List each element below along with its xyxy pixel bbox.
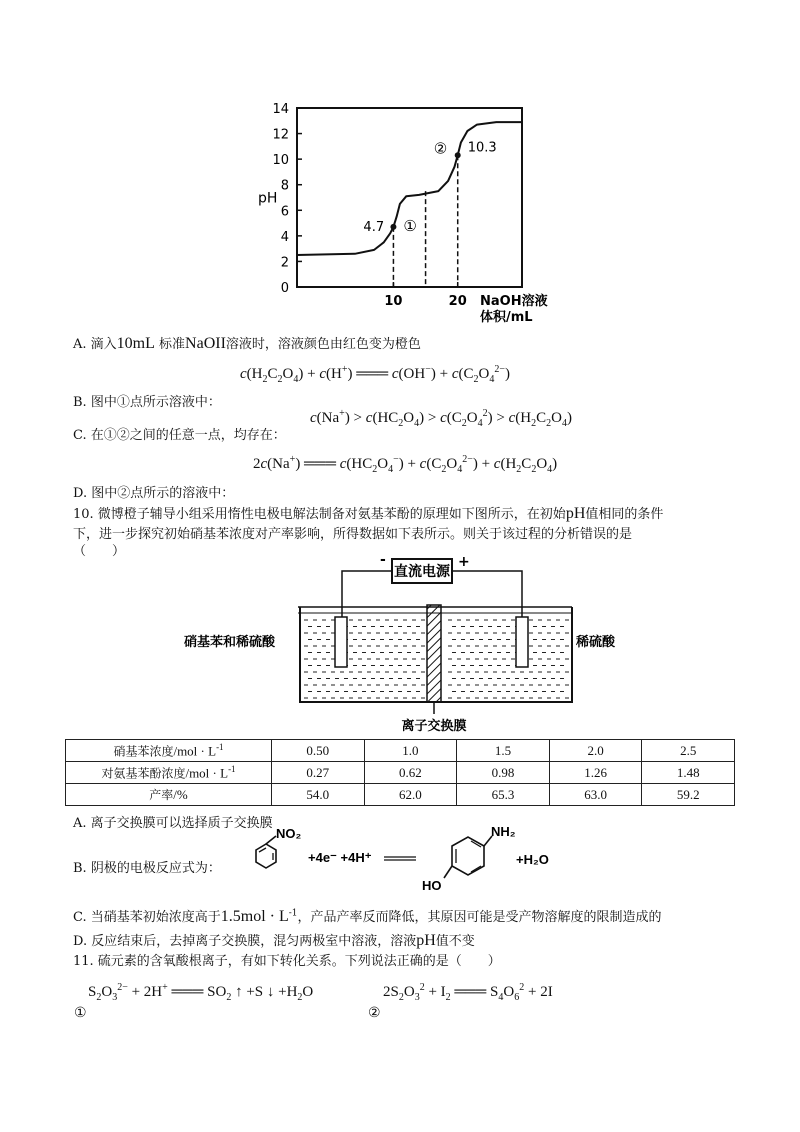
y-tick-label: 6 bbox=[280, 204, 289, 220]
table-cell: 0.27 bbox=[272, 762, 365, 784]
q9-equation-c: $c(Na^+) > c(HC_2O_4) > c(C_2O_4^2) > c(H_2C_2O_4)$ bbox=[310, 408, 572, 429]
table-cell: 2.5 bbox=[642, 740, 735, 762]
data-point-value-label: 4.7 bbox=[363, 219, 385, 235]
svg-text:NH₂: NH₂ bbox=[491, 824, 516, 839]
y-tick-label: 0 bbox=[280, 281, 289, 296]
row-header: 产率/% bbox=[66, 784, 272, 806]
power-supply-label: 直流电源 bbox=[394, 564, 450, 580]
titration-chart bbox=[250, 98, 560, 334]
cathode-reaction-equation bbox=[236, 824, 576, 902]
data-point-marker-label: ② bbox=[433, 139, 448, 158]
q11-reaction-1: $S_2O_3^{2-} + 2H^+$ ═══ $SO_2$ ↑ +S ↓ $+H_2O$ bbox=[88, 982, 314, 1003]
table-cell: 54.0 bbox=[272, 784, 365, 806]
data-point-marker-label: ① bbox=[403, 216, 417, 235]
q10-option-b-label: B. 阴极的电极反应式为： bbox=[73, 861, 221, 876]
table-cell: 1.26 bbox=[549, 762, 642, 784]
membrane-label: 离子交换膜 bbox=[401, 719, 467, 734]
plot-frame bbox=[297, 108, 522, 287]
right-chamber-label: 稀硫酸 bbox=[576, 635, 616, 650]
table-row bbox=[66, 762, 735, 784]
anode-electrode bbox=[516, 617, 528, 667]
table-cell: 1.0 bbox=[364, 740, 457, 762]
table-row bbox=[66, 784, 735, 806]
plus-sign: + bbox=[458, 554, 470, 570]
y-tick-label: 2 bbox=[280, 255, 289, 271]
q9-equation-b: $c(H_2C_2O_4) + c(H^+)$ ═══ $c(OH^-) + c(C_2O_4^{2-})$ bbox=[240, 364, 510, 385]
data-point-value-label: 10.3 bbox=[467, 140, 497, 156]
q11-stem: 11. 硫元素的含氧酸根离子，有如下转化关系。下列说法正确的是（ ） bbox=[73, 954, 501, 969]
table-cell: 0.50 bbox=[272, 740, 365, 762]
concentration-table bbox=[65, 739, 735, 806]
y-tick-label: 10 bbox=[272, 153, 289, 169]
aminophenol-ring-icon bbox=[452, 837, 484, 875]
q10-stem-line1: 10. 微博橙子辅导小组采用惰性电极电解法制备对氨基苯酚的原理如下图所示，在初始pH值相同的条件 bbox=[73, 505, 664, 522]
cathode-electrode bbox=[335, 617, 347, 667]
q9-option-d: D. 图中②点所示的溶液中： bbox=[73, 486, 235, 501]
svg-text:+H₂O: +H₂O bbox=[516, 852, 549, 867]
table-cell: 1.5 bbox=[457, 740, 550, 762]
table-row bbox=[66, 740, 735, 762]
q11-reaction-2: $2S_2O_3^2 + I_2$ ═══ $S_4O_6^2 + 2I$ bbox=[383, 982, 553, 1003]
q9-equation-d: 2c(Na+) ═══ $c(HC_2O_4^-) + c(C_2O_4^{2-}) + c(H_2C_2O_4)$ bbox=[253, 454, 558, 475]
q10-option-a: A. 离子交换膜可以选择质子交换膜 bbox=[73, 816, 273, 831]
q10-stem-line2: 下，进一步探究初始硝基苯浓度对产率影响，所得数据如下表所示。则关于该过程的分析错误的是 bbox=[73, 527, 633, 542]
electrolysis-diagram bbox=[180, 550, 616, 740]
y-tick-label: 8 bbox=[280, 178, 289, 194]
table-cell: 2.0 bbox=[549, 740, 642, 762]
table-cell: 1.48 bbox=[642, 762, 735, 784]
y-tick-label: 14 bbox=[272, 102, 289, 117]
data-point bbox=[390, 224, 396, 230]
data-point bbox=[455, 152, 461, 158]
y-tick-label: 12 bbox=[272, 127, 289, 143]
q11-label-2: ② bbox=[368, 1005, 381, 1021]
q11-label-1: ① bbox=[74, 1005, 87, 1021]
row-header: 硝基苯浓度$/mol \cdot L^{-1}$ bbox=[66, 740, 272, 762]
table-cell: 65.3 bbox=[457, 784, 550, 806]
x-axis-label: NaOH溶液 bbox=[480, 294, 548, 309]
x-tick-label: 20 bbox=[448, 294, 467, 309]
svg-text:NO₂: NO₂ bbox=[276, 826, 302, 841]
svg-text:+4e⁻ +4H⁺: +4e⁻ +4H⁺ bbox=[308, 850, 372, 865]
q9-option-b: B. 图中①点所示溶液中： bbox=[73, 395, 221, 410]
left-chamber-label: 硝基苯和稀硫酸 bbox=[184, 635, 276, 650]
minus-sign: - bbox=[380, 552, 386, 568]
y-axis-label: pH bbox=[258, 190, 278, 207]
x-tick-label: 10 bbox=[384, 294, 403, 309]
row-header: 对氨基苯酚浓度$/mol \cdot L^{-1}$ bbox=[66, 762, 272, 784]
q10-stem-line3: （ ） bbox=[73, 544, 126, 559]
svg-text:HO: HO bbox=[422, 878, 442, 893]
table-cell: 63.0 bbox=[549, 784, 642, 806]
q10-option-c: C. 当硝基苯初始浓度高于$1.5mol \cdot L^{-1}$，产品产率反而降低，其原因可能是受产物溶解度的限制造成的 bbox=[73, 908, 662, 925]
ion-exchange-membrane bbox=[427, 605, 441, 702]
q9-option-a: A. 滴入10mL 标准NaOII溶液时，溶液颜色由红色变为橙色 bbox=[73, 335, 421, 352]
table-cell: 62.0 bbox=[364, 784, 457, 806]
table-cell: 59.2 bbox=[642, 784, 735, 806]
q9-option-c: C. 在①②之间的任意一点，均存在： bbox=[73, 428, 286, 443]
table-cell: 0.98 bbox=[457, 762, 550, 784]
x-axis-label: 体积/mL bbox=[480, 310, 533, 325]
q10-option-d: D. 反应结束后，去掉离子交换膜，混匀两极室中溶液，溶液pH值不变 bbox=[73, 932, 475, 949]
y-tick-label: 4 bbox=[280, 229, 289, 245]
table-cell: 0.62 bbox=[364, 762, 457, 784]
